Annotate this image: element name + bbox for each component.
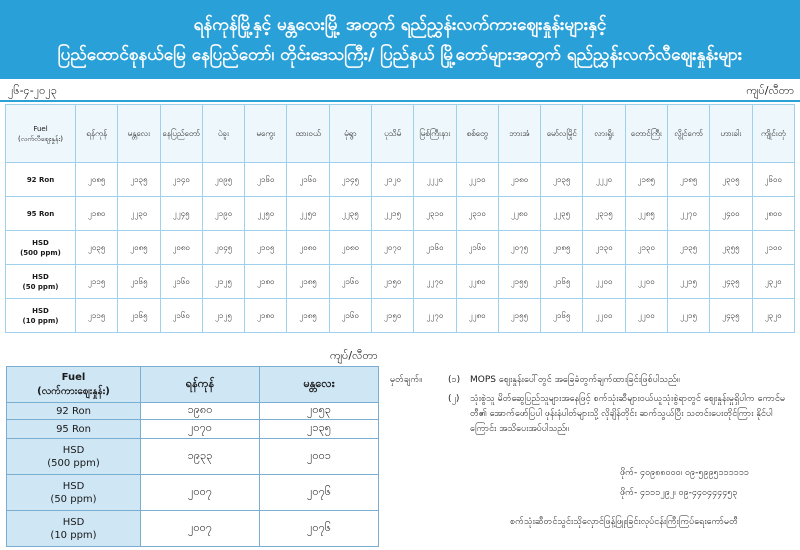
city-header: ရန်ကုန် xyxy=(76,105,118,163)
price-cell: ၂၁၆၀ xyxy=(160,265,202,299)
retail-table-row xyxy=(6,265,795,299)
price-cell: ၂၆၀၀ xyxy=(752,163,795,197)
price-cell: ၂၂၀၀ xyxy=(583,299,625,333)
fuel-name-cell xyxy=(6,265,76,299)
price-cell: ၂၀၈၅ xyxy=(541,231,583,265)
city-header: မုံရွာ xyxy=(329,105,371,163)
price-cell: ၂၂၈၅ xyxy=(625,197,667,231)
wholesale-fuel-line: (500 ppm) xyxy=(47,457,100,469)
wholesale-price-table xyxy=(6,366,379,547)
header-title-line-1: ရန်ကုန်မြို့နှင့် မန္တလေးမြို့ အတွက် ရည်ညွှန်းလက်ကားဈေးနှုန်းများနှင့် xyxy=(193,14,607,35)
price-cell: ၂၁၈၅ xyxy=(667,163,709,197)
fuel-name-line: 92 Ron xyxy=(26,175,55,184)
price-cell: ၂၁၆၅ xyxy=(118,299,160,333)
retail-table-row xyxy=(6,197,795,231)
retail-table-row xyxy=(6,231,795,265)
fuel-name-cell xyxy=(6,299,76,333)
mandalay-price-cell: ၂၀၇၆ xyxy=(260,475,379,511)
price-cell: ၂၁၉၀ xyxy=(202,197,244,231)
price-cell: ၂၁၅၀ xyxy=(371,299,413,333)
price-cell: ၂၂၁၅ xyxy=(667,265,709,299)
price-cell: ၂၀၈၅ xyxy=(76,163,118,197)
fuel-header-line-2: (လက်လီဈေးနှုန်း) xyxy=(18,134,63,143)
price-cell: ၂၁၃၅ xyxy=(118,163,160,197)
price-cell: ၂၀၈၀ xyxy=(329,231,371,265)
city-header: နေပြည်တော် xyxy=(160,105,202,163)
price-cell: ၂၀၄၅ xyxy=(202,231,244,265)
wholesale-fuel-cell xyxy=(7,475,141,511)
price-cell: ၂၁၀၅ xyxy=(245,231,287,265)
price-cell: ၂၀၇၅ xyxy=(498,231,540,265)
fuel-name-line: HSD xyxy=(32,272,49,281)
price-cell: ၂၁၃၅ xyxy=(667,231,709,265)
yangon-price-cell: ၁၉၈၀ xyxy=(141,403,260,420)
price-cell: ၂၁၃၀ xyxy=(625,231,667,265)
price-cell: ၂၁၆၅ xyxy=(118,265,160,299)
city-header: ကျိုင်းတုံ xyxy=(752,105,795,163)
price-cell: ၂၂၈၀ xyxy=(456,299,498,333)
price-cell: ၂၀၈၀ xyxy=(160,231,202,265)
yangon-price-cell: ၂၀၀၇ xyxy=(141,475,260,511)
phone-list xyxy=(620,463,749,503)
yangon-price-cell: ၁၉၃၃ xyxy=(141,439,260,475)
price-cell: ၂၄၀၀ xyxy=(710,197,752,231)
wholesale-fuel-line: 92 Ron xyxy=(56,405,91,417)
note-number-2: (၂) xyxy=(448,394,460,404)
price-cell: ၂၁၈၅ xyxy=(287,265,329,299)
price-cell: ၂၃၂၀ xyxy=(752,299,795,333)
wholesale-table-row xyxy=(7,475,379,511)
price-cell: ၂၀၉၅ xyxy=(202,163,244,197)
fuel-name-line: HSD xyxy=(32,306,49,315)
wholesale-fuel-header-line-1: Fuel xyxy=(61,371,86,383)
wholesale-fuel-cell xyxy=(7,439,141,475)
note-item-2 xyxy=(390,392,796,437)
price-cell: ၂၁၆၀ xyxy=(287,163,329,197)
price-cell: ၂၃၂၀ xyxy=(752,265,795,299)
yangon-price-cell: ၂၀၀၇ xyxy=(141,511,260,547)
price-cell: ၂၂၂၀ xyxy=(583,163,625,197)
price-cell: ၂၁၈၀ xyxy=(245,299,287,333)
price-cell: ၂၂၇၀ xyxy=(414,265,456,299)
price-cell: ၂၃၁၀ xyxy=(456,197,498,231)
wholesale-table-header-row xyxy=(7,367,379,403)
price-cell: ၂၂၃၅ xyxy=(329,197,371,231)
yangon-price-cell: ၂၀၇၀ xyxy=(141,420,260,439)
mandalay-price-cell: ၂၁၃၅ xyxy=(260,420,379,439)
wholesale-fuel-header-line-2: (လက်ကားဈေးနှုန်း) xyxy=(37,385,110,397)
price-cell: ၂၂၃၀ xyxy=(118,197,160,231)
fuel-header-line-1: Fuel xyxy=(33,124,48,133)
note-text-1: MOPS ဈေးနှုန်းပေါ်တွင် အခြေခံတွက်ချက်ထားခြင်းဖြစ်ပါသည်။ xyxy=(470,375,680,385)
city-header: ဟားခါး xyxy=(710,105,752,163)
price-cell: ၂၄၃၅ xyxy=(710,265,752,299)
wholesale-fuel-line: 95 Ron xyxy=(56,423,91,435)
price-cell: ၂၁၆၀ xyxy=(329,265,371,299)
price-cell: ၂၁၈၅ xyxy=(287,299,329,333)
wholesale-fuel-line: HSD xyxy=(62,444,85,456)
price-cell: ၂၃၁၅ xyxy=(583,197,625,231)
price-cell: ၂၂၅၀ xyxy=(287,197,329,231)
city-header: မကွေး xyxy=(245,105,287,163)
price-cell: ၂၂၅၀ xyxy=(245,197,287,231)
city-header: မြစ်ကြီးနား xyxy=(414,105,456,163)
price-cell: ၂၁၆၅ xyxy=(541,265,583,299)
wholesale-table-row xyxy=(7,403,379,420)
price-cell: ၂၂၇၀ xyxy=(667,197,709,231)
price-cell: ၂၂၁၀ xyxy=(456,163,498,197)
fuel-column-header xyxy=(6,105,76,163)
wholesale-fuel-line: HSD xyxy=(62,480,85,492)
wholesale-table-row xyxy=(7,439,379,475)
fuel-name-cell xyxy=(6,163,76,197)
price-cell: ၂၃၅၅ xyxy=(710,231,752,265)
retail-table-row xyxy=(6,299,795,333)
price-cell: ၂၁၄၀ xyxy=(160,163,202,197)
wholesale-fuel-cell xyxy=(7,403,141,420)
price-cell: ၂၀၃၅ xyxy=(76,231,118,265)
price-cell: ၂၃၁၀ xyxy=(414,197,456,231)
note-text-2: သုံးစွဲသူ မိတ်ဆွေပြည်သူများအနေဖြင့် စက်သုံးဆီများဝယ်ယူသုံးစွဲရာတွင် ဈေးနှုန်းမှုရှိပါက ကောင်မတီ၏ အောက်ဖော်ပြပါ ဖုန်းနံပါတ်များသို့ လိုချိန်တိုင်း ဆက်သွယ်ပြီး သတင်းပေးတိုင်ကြား နိုင်ပါကြောင်း အသိပေးအပ်ပါသည်။ xyxy=(470,394,786,434)
wholesale-fuel-cell xyxy=(7,420,141,439)
price-cell: ၂၂၀၀ xyxy=(625,265,667,299)
city-header: ထားဝယ် xyxy=(287,105,329,163)
notes-label: မှတ်ချက်။ xyxy=(390,375,422,385)
notes-section xyxy=(390,373,796,437)
city-header: ဘားအံ xyxy=(498,105,540,163)
retail-table-header-row xyxy=(6,105,795,163)
price-cell: ၂၂၁၅ xyxy=(371,197,413,231)
price-cell: ၂၀၇၀ xyxy=(371,231,413,265)
wholesale-unit-label: ကျပ်/လီတာ xyxy=(330,349,378,362)
price-cell: ၂၂၄၅ xyxy=(160,197,202,231)
price-cell: ၂၁၃၅ xyxy=(541,163,583,197)
price-cell: ၂၀၈၅ xyxy=(118,231,160,265)
city-header: ပုသိမ် xyxy=(371,105,413,163)
wholesale-fuel-line: HSD xyxy=(62,516,85,528)
date-label: ၂၆-၄-၂၀၂၃ xyxy=(8,84,57,97)
price-cell: ၂၁၈၀ xyxy=(498,163,540,197)
mandalay-price-cell: ၂၀၅၃ xyxy=(260,403,379,420)
price-cell: ၂၃၀၅ xyxy=(710,163,752,197)
price-cell: ၂၂၇၀ xyxy=(414,299,456,333)
wholesale-fuel-header xyxy=(7,367,141,403)
mandalay-price-cell: ၂၀၀၁ xyxy=(260,439,379,475)
wholesale-table-row xyxy=(7,511,379,547)
price-cell: ၂၁၅၅ xyxy=(498,299,540,333)
price-cell: ၂၁၆၀ xyxy=(329,299,371,333)
price-cell: ၂၁၆၀ xyxy=(456,231,498,265)
note-item-1 xyxy=(390,373,796,388)
price-cell: ၂၂၃၅ xyxy=(541,197,583,231)
price-cell: ၂၁၅၀ xyxy=(371,265,413,299)
committee-name: စက်သုံးဆီတင်သွင်းသိုလှောင်ဖြန့်ဖြူးခြင်းလုပ်ငန်းကြီးကြပ်ရေးကော်မတီ xyxy=(510,517,738,527)
city-header: မန္တလေး xyxy=(118,105,160,163)
header-banner xyxy=(0,0,800,79)
city-header: လားရှိုး xyxy=(583,105,625,163)
price-cell: ၂၁၃၀ xyxy=(583,231,625,265)
price-cell: ၂၂၂၀ xyxy=(414,163,456,197)
city-header: ပဲခူး xyxy=(202,105,244,163)
retail-table-row xyxy=(6,163,795,197)
price-cell: ၂၀၈၀ xyxy=(287,231,329,265)
price-cell: ၂၁၁၅ xyxy=(76,299,118,333)
mandalay-column-header: မန္တလေး xyxy=(260,367,379,403)
wholesale-fuel-cell xyxy=(7,511,141,547)
fuel-name-cell xyxy=(6,197,76,231)
price-cell: ၂၁၆၀ xyxy=(245,163,287,197)
price-cell: ၂၈၀၀ xyxy=(752,197,795,231)
price-cell: ၂၁၁၅ xyxy=(76,265,118,299)
note-number-1: (၁) xyxy=(448,375,461,385)
price-cell: ၂၁၂၀ xyxy=(371,163,413,197)
price-cell: ၂၂၁၅ xyxy=(667,299,709,333)
price-cell: ၂၂၀၀ xyxy=(583,265,625,299)
wholesale-fuel-line: (50 ppm) xyxy=(50,493,97,505)
price-cell: ၂၁၈၅ xyxy=(625,163,667,197)
city-header: မော်လမြိုင် xyxy=(541,105,583,163)
price-cell: ၂၁၈၀ xyxy=(76,197,118,231)
price-cell: ၂၁၀၀ xyxy=(752,231,795,265)
phone-line-1: ဖိုက်- ၄၀၉၈၈၀၀၀၊ ၀၉-၅၉၉၅၁၁၁၁၁၁ xyxy=(620,468,749,478)
fuel-name-line: (10 ppm) xyxy=(22,316,59,325)
fuel-name-line: (500 ppm) xyxy=(20,248,61,257)
fuel-name-line: 95 Ron xyxy=(26,209,55,218)
price-cell: ၂၁၆၀ xyxy=(414,231,456,265)
price-cell: ၂၁၈၀ xyxy=(245,265,287,299)
meta-row xyxy=(0,80,800,102)
price-cell: ၂၂၈၀ xyxy=(498,197,540,231)
price-cell: ၂၄၃၅ xyxy=(710,299,752,333)
price-cell: ၂၁၄၅ xyxy=(329,163,371,197)
yangon-column-header: ရန်ကုန် xyxy=(141,367,260,403)
fuel-name-cell xyxy=(6,231,76,265)
price-cell: ၂၁၂၅ xyxy=(202,299,244,333)
fuel-name-line: HSD xyxy=(32,238,49,247)
phone-line-2: ဖိုက်- ၄၁၁၁၂၉၂၊ ၀၉-၄၄၀၄၄၄၄၅၃ xyxy=(620,488,738,498)
fuel-name-line: (50 ppm) xyxy=(22,282,59,291)
price-cell: ၂၁၆၅ xyxy=(541,299,583,333)
price-cell: ၂၁၆၀ xyxy=(160,299,202,333)
unit-label: ကျပ်/လီတာ xyxy=(746,84,794,97)
city-header: တောင်ကြီး xyxy=(625,105,667,163)
city-header: စစ်တွေ xyxy=(456,105,498,163)
city-header: လွိုင်ကော် xyxy=(667,105,709,163)
wholesale-table-row xyxy=(7,420,379,439)
price-cell: ၂၁၂၅ xyxy=(202,265,244,299)
price-cell: ၂၁၅၅ xyxy=(498,265,540,299)
wholesale-fuel-line: (10 ppm) xyxy=(50,529,97,541)
retail-price-table xyxy=(5,104,795,333)
price-cell: ၂၂၀၀ xyxy=(625,299,667,333)
mandalay-price-cell: ၂၀၇၆ xyxy=(260,511,379,547)
price-cell: ၂၂၈၀ xyxy=(456,265,498,299)
header-title-line-2: ပြည်ထောင်စုနယ်မြေ နေပြည်တော်၊ တိုင်းဒေသကြီး/ ပြည်နယ် မြို့တော်များအတွက် ရည်ညွှန်းလက်လီဈေးနှုန်းများ xyxy=(57,44,743,65)
